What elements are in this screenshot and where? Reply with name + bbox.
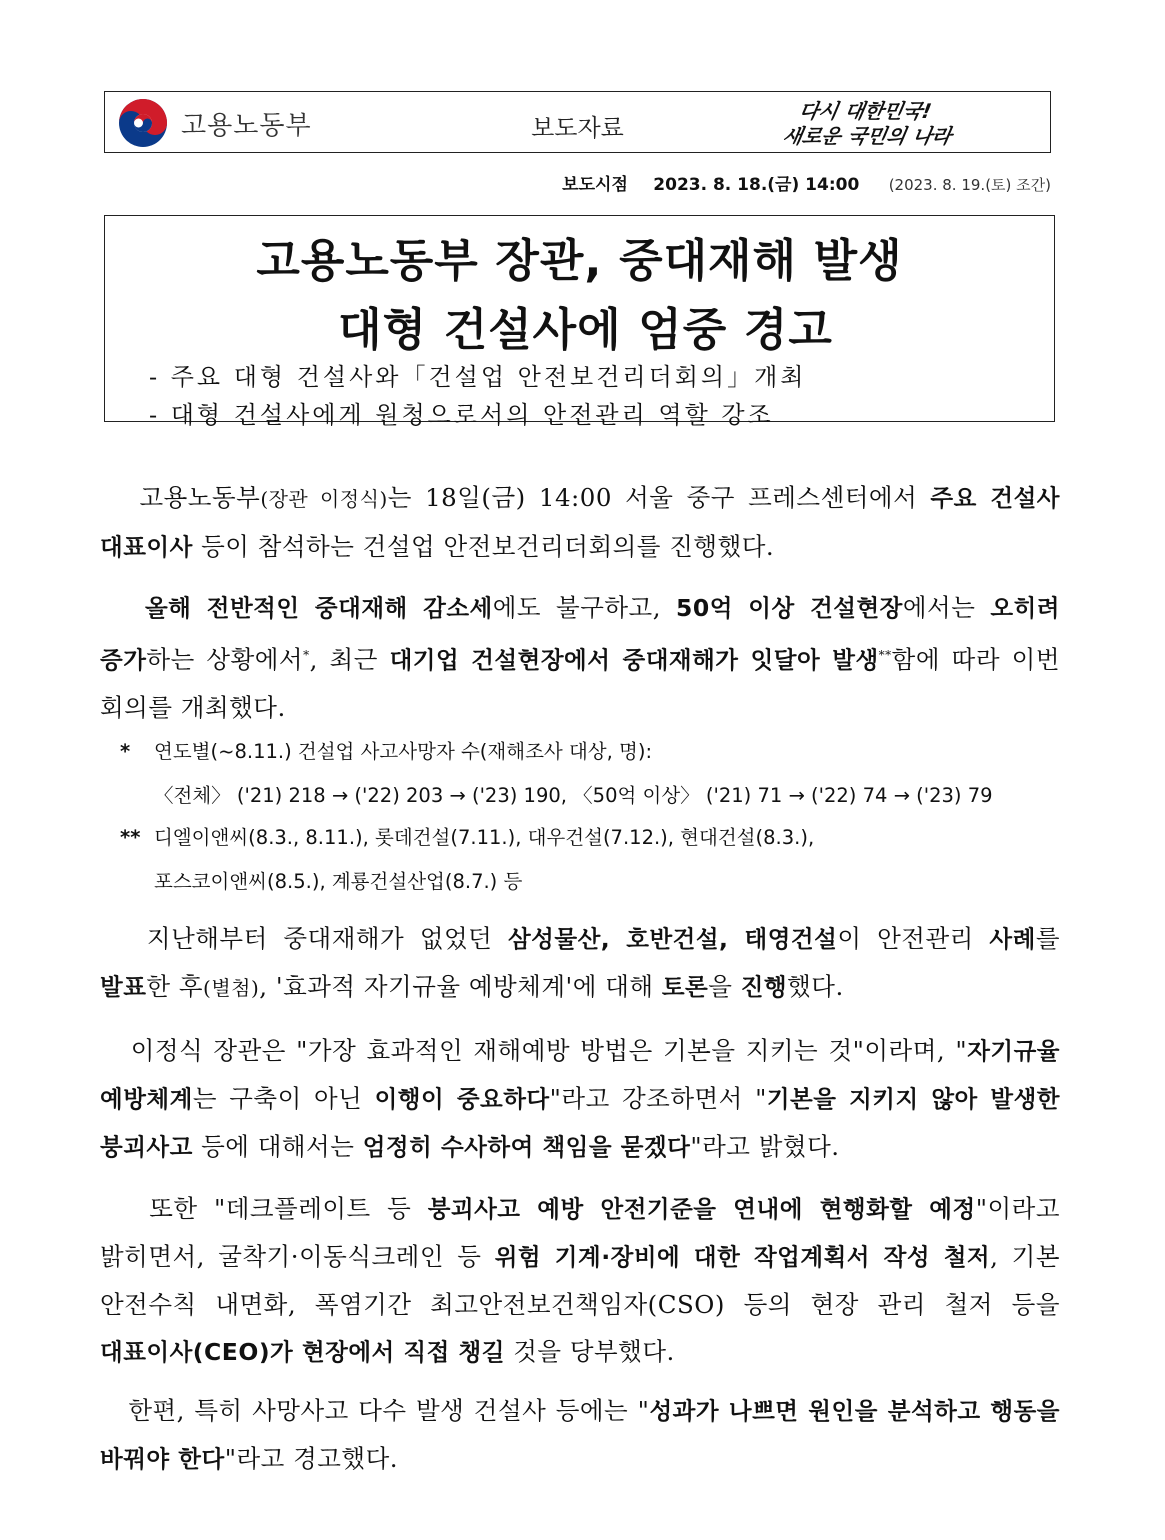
headline-line-1: 고용노동부 장관, 중대재해 발생 <box>256 234 903 287</box>
text: 한편, 특히 사망사고 다수 발생 건설사 등에는 " <box>128 1396 650 1425</box>
text: "이라고 밝히면서, 굴착기·이동식크레인 등 <box>100 1194 1060 1271</box>
bold-text: 사례 <box>989 925 1036 953</box>
slogan-calligraphy <box>782 96 1022 154</box>
text: 하는 상황에서 <box>146 645 304 675</box>
text: 함에 따라 이번 회의를 개최했다. <box>100 645 1061 723</box>
bold-text: 주요 건설사 대표이사 <box>100 484 1060 561</box>
text: 는 18일(금) 14:00 서울 중구 프레스센터에서 <box>387 483 931 512</box>
headline-line-2: 대형 건설사에 엄중 경고 <box>338 303 833 356</box>
text: "라고 밝혔다. <box>690 1132 840 1161</box>
bold-text: 오히려 증가 <box>100 594 1060 675</box>
bold-text: 위험 기계·장비에 대한 작업계획서 작성 철저 <box>494 1243 991 1271</box>
footnote-text: 디엘이앤씨(8.3., 8.11.), 롯데건설(7.11.), 대우건설(7.12.), 현대건설(8.3.), <box>154 826 815 849</box>
paragraph-1 <box>100 474 1060 571</box>
text: 등이 참석하는 건설업 안전보건리더회의를 진행했다. <box>192 532 775 561</box>
bold-text: 대표이사(CEO)가 현장에서 직접 챙길 <box>100 1338 505 1366</box>
paragraph-5 <box>100 1185 1060 1376</box>
document-type: 보도자료 <box>531 114 624 142</box>
text: 지난해부터 중대재해가 없었던 <box>146 924 508 953</box>
text: , 기본 안전수칙 내면화, 폭염기간 최고안전보건책임자(CSO) 등의 현장 관리 철저 등을 <box>100 1242 1061 1319</box>
text: , '효과적 자기규율 예방체계'에 대해 <box>259 972 662 1001</box>
subtitle-1: - 주요 대형 건설사와「건설업 안전보건리더회의」개최 <box>149 363 807 391</box>
text: 했다. <box>787 972 844 1001</box>
bold-text: 자기규율 예방체계 <box>100 1037 1060 1113</box>
bold-text: 올해 전반적인 중대재해 감소세 <box>144 594 493 622</box>
text: 을 <box>708 972 741 1001</box>
text: "라고 강조하면서 " <box>549 1084 767 1113</box>
footnote-mark: * <box>120 740 131 763</box>
slogan-line-1: 다시 대한민국! <box>797 99 934 123</box>
text: 를 <box>1035 924 1060 953</box>
footnote-mark: ** <box>120 826 141 849</box>
release-datetime: 2023. 8. 18.(금) 14:00 <box>653 175 860 195</box>
footnote-text: 연도별(~8.11.) 건설업 사고사망자 수(재해조사 대상, 명): <box>154 740 653 763</box>
text: 등에 대해서는 <box>192 1132 363 1161</box>
paragraph-6 <box>100 1387 1060 1483</box>
header-box <box>104 91 1051 153</box>
title-box <box>104 215 1055 429</box>
paragraph-4 <box>100 1027 1060 1171</box>
bold-text: 토론 <box>661 973 709 1001</box>
bold-text: 붕괴사고 예방 안전기준을 연내에 현행화할 예정 <box>427 1195 976 1223</box>
text: , 최근 <box>309 645 390 675</box>
embargo-note: (2023. 8. 19.(토) 조간) <box>888 176 1051 194</box>
text: 이 안전관리 <box>837 924 990 953</box>
footnote-marker: ** <box>878 648 892 662</box>
bold-text: 이행이 중요하다 <box>374 1085 550 1113</box>
text: "라고 경고했다. <box>224 1444 399 1473</box>
footnote-marker: * <box>303 648 310 662</box>
release-time <box>562 170 1051 195</box>
slogan-line-2: 새로운 국민의 나라 <box>782 124 954 148</box>
text: (장관 이정식) <box>260 487 388 511</box>
text: (별첨) <box>203 976 260 1000</box>
ministry-name: 고용노동부 <box>181 110 312 141</box>
subtitle-2: - 대형 건설사에게 원청으로서의 안전관리 역할 강조 <box>149 401 774 429</box>
paragraph-2 <box>100 584 1060 731</box>
bold-text: 엄정히 수사하여 책임을 묻겠다 <box>362 1133 691 1161</box>
footnote-text: 〈전체〉 ('21) 218 → ('22) 203 → ('23) 190, 〈50억 이상〉 ('21) 71 → ('22) 74 → ('23) 79 <box>154 784 993 807</box>
footnote-1 <box>120 730 1070 818</box>
footnote-text: 포스코이앤씨(8.5.), 계룡건설산업(8.7.) 등 <box>154 870 523 893</box>
text: 는 구축이 아닌 <box>192 1084 375 1113</box>
text: 한 후 <box>146 972 204 1001</box>
bold-text: 대기업 건설현장에서 중대재해가 잇달아 발생 <box>389 646 879 675</box>
text: 또한 "데크플레이트 등 <box>149 1194 428 1223</box>
bold-text: 기본을 지키지 않아 발생한 붕괴사고 <box>100 1085 1060 1161</box>
paragraph-3 <box>100 915 1060 1012</box>
bold-text: 삼성물산, 호반건설, 태영건설 <box>507 925 838 953</box>
bold-text: 성과가 나쁘면 원인을 분석하고 행동을 바꿔야 한다 <box>100 1397 1060 1473</box>
text: 이정식 장관은 "가장 효과적인 재해예방 방법은 기본을 지키는 것"이라며, " <box>130 1036 968 1065</box>
release-label: 보도시점 <box>562 175 628 195</box>
footnote-2 <box>120 816 1070 904</box>
text: 에서는 <box>902 593 991 622</box>
text: 것을 당부했다. <box>504 1337 675 1366</box>
bold-text: 진행 <box>740 973 788 1001</box>
bold-text: 발표 <box>100 973 147 1001</box>
bold-text: 50억 이상 건설현장 <box>676 594 903 622</box>
text: 고용노동부 <box>139 483 261 512</box>
text: 에도 불구하고, <box>492 593 676 622</box>
